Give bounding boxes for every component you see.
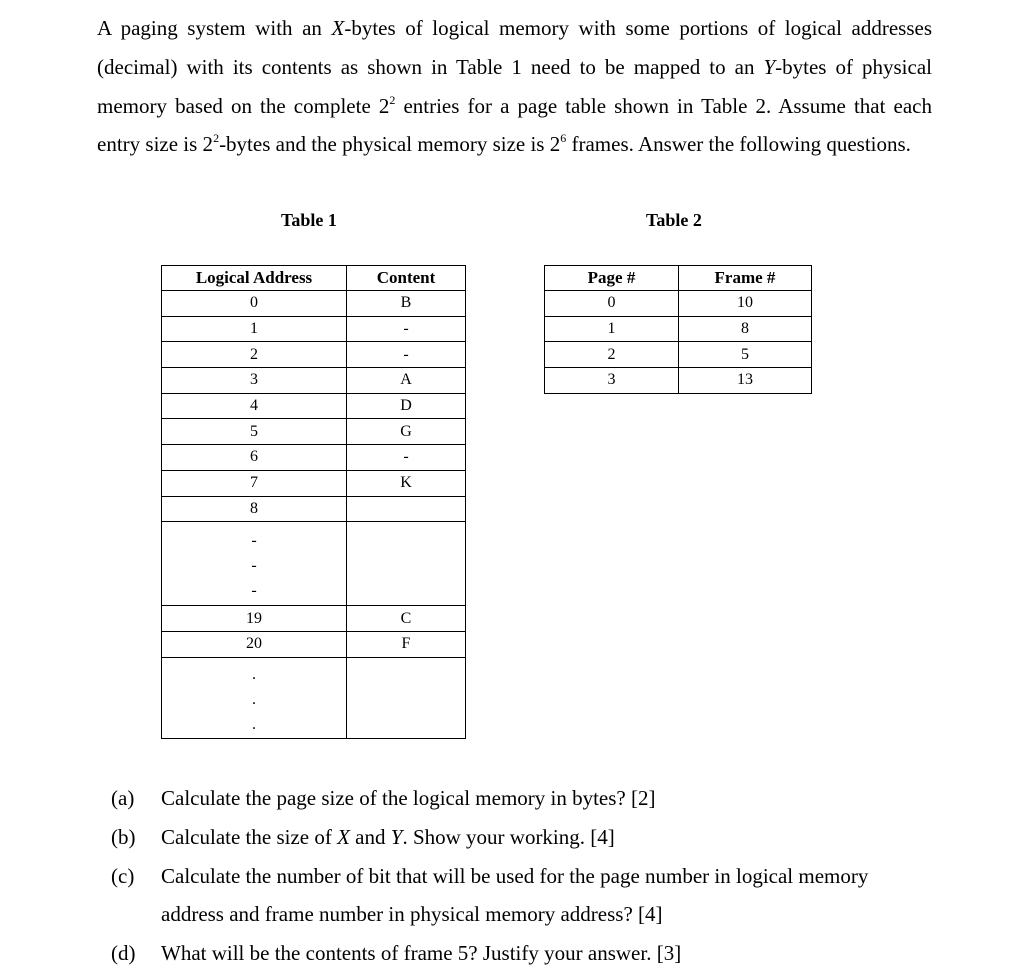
table-row: [162, 419, 466, 445]
page-table: [544, 265, 812, 394]
table-row: [162, 291, 466, 317]
content-cell: [347, 496, 466, 522]
content-cell: K: [347, 470, 466, 496]
table1-caption: Table 1: [281, 210, 337, 230]
table-header-row: [545, 266, 812, 291]
address-cell: 20: [162, 631, 347, 657]
header-page-number: Page #: [545, 266, 679, 291]
question-text: Calculate the size of X and Y. Show your working. [4]: [161, 824, 615, 849]
table-row: [162, 606, 466, 632]
table-row: [162, 316, 466, 342]
table-row: [162, 631, 466, 657]
address-cell: 4: [162, 393, 347, 419]
content-cell: A: [347, 368, 466, 394]
question-b: [111, 818, 931, 857]
question-a: [111, 779, 931, 818]
question-label: (d): [111, 941, 136, 966]
ellipsis-dash: -: [251, 557, 257, 575]
address-cell: 2: [162, 342, 347, 368]
ellipsis-dash: -: [251, 582, 257, 600]
continuation-dot: .: [252, 665, 256, 683]
table-row: [162, 342, 466, 368]
page-cell: 3: [545, 368, 679, 394]
question-label: (a): [111, 786, 135, 810]
content-cell: C: [347, 606, 466, 632]
table-header-row: [162, 266, 466, 291]
table-row: [545, 342, 812, 368]
question-d: [111, 934, 931, 973]
question-text: What will be the contents of frame 5? Justify your answer. [3]: [161, 941, 682, 966]
address-cell: 3: [162, 368, 347, 394]
table-row: [162, 368, 466, 394]
logical-memory-table: [161, 265, 466, 739]
address-cell: 1: [162, 316, 347, 342]
header-content: Content: [347, 266, 466, 291]
question-label: (c): [111, 863, 135, 888]
content-cell: -: [347, 316, 466, 342]
content-continuation-cell: [347, 657, 466, 738]
table-row: [545, 316, 812, 342]
address-cell: 0: [162, 291, 347, 317]
table-row: [162, 393, 466, 419]
content-cell: F: [347, 631, 466, 657]
question-text: Calculate the number of bit that will be used for the page number in logical memory address and frame number in physical memory address? [4]: [161, 863, 869, 927]
continuation-dot: .: [252, 715, 256, 733]
table-row: [162, 470, 466, 496]
address-continuation-cell: [162, 657, 347, 738]
address-cell: 8: [162, 496, 347, 522]
header-logical-address: Logical Address: [162, 266, 347, 291]
address-ellipsis-cell: [162, 522, 347, 606]
page-cell: 0: [545, 291, 679, 317]
question-c: [111, 857, 931, 935]
content-cell: G: [347, 419, 466, 445]
table2-caption: Table 2: [646, 210, 702, 230]
table-row-ellipsis: [162, 522, 466, 606]
frame-cell: 8: [679, 316, 812, 342]
table-row: [545, 291, 812, 317]
frame-cell: 10: [679, 291, 812, 317]
continuation-dot: .: [252, 690, 256, 708]
page-cell: 2: [545, 342, 679, 368]
address-cell: 7: [162, 470, 347, 496]
content-cell: D: [347, 393, 466, 419]
content-cell: B: [347, 291, 466, 317]
content-cell: -: [347, 342, 466, 368]
question-text: Calculate the page size of the logical memory in bytes? [2]: [161, 786, 656, 810]
frame-cell: 13: [679, 368, 812, 394]
table-row: [162, 445, 466, 471]
question-label: (b): [111, 824, 136, 849]
content-ellipsis-cell: [347, 522, 466, 606]
table-row: [162, 496, 466, 522]
address-cell: 6: [162, 445, 347, 471]
question-list: [111, 779, 931, 973]
header-frame-number: Frame #: [679, 266, 812, 291]
intro-paragraph: A paging system with an X-bytes of logical memory with some portions of logical addresses (decimal) with its contents as shown in Table 1 need to be mapped to an Y-bytes of physical memory based on the complete $2^2$ entries for a page table shown in Table 2. Assume that each entry size is $2^2$-bytes and the physical memory size is $2^6$ frames. Answer the following questions.: [97, 16, 932, 157]
address-cell: 5: [162, 419, 347, 445]
page-cell: 1: [545, 316, 679, 342]
frame-cell: 5: [679, 342, 812, 368]
table-row: [545, 368, 812, 394]
ellipsis-dash: -: [251, 532, 257, 550]
address-cell: 19: [162, 606, 347, 632]
content-cell: -: [347, 445, 466, 471]
table-row-continuation: [162, 657, 466, 738]
